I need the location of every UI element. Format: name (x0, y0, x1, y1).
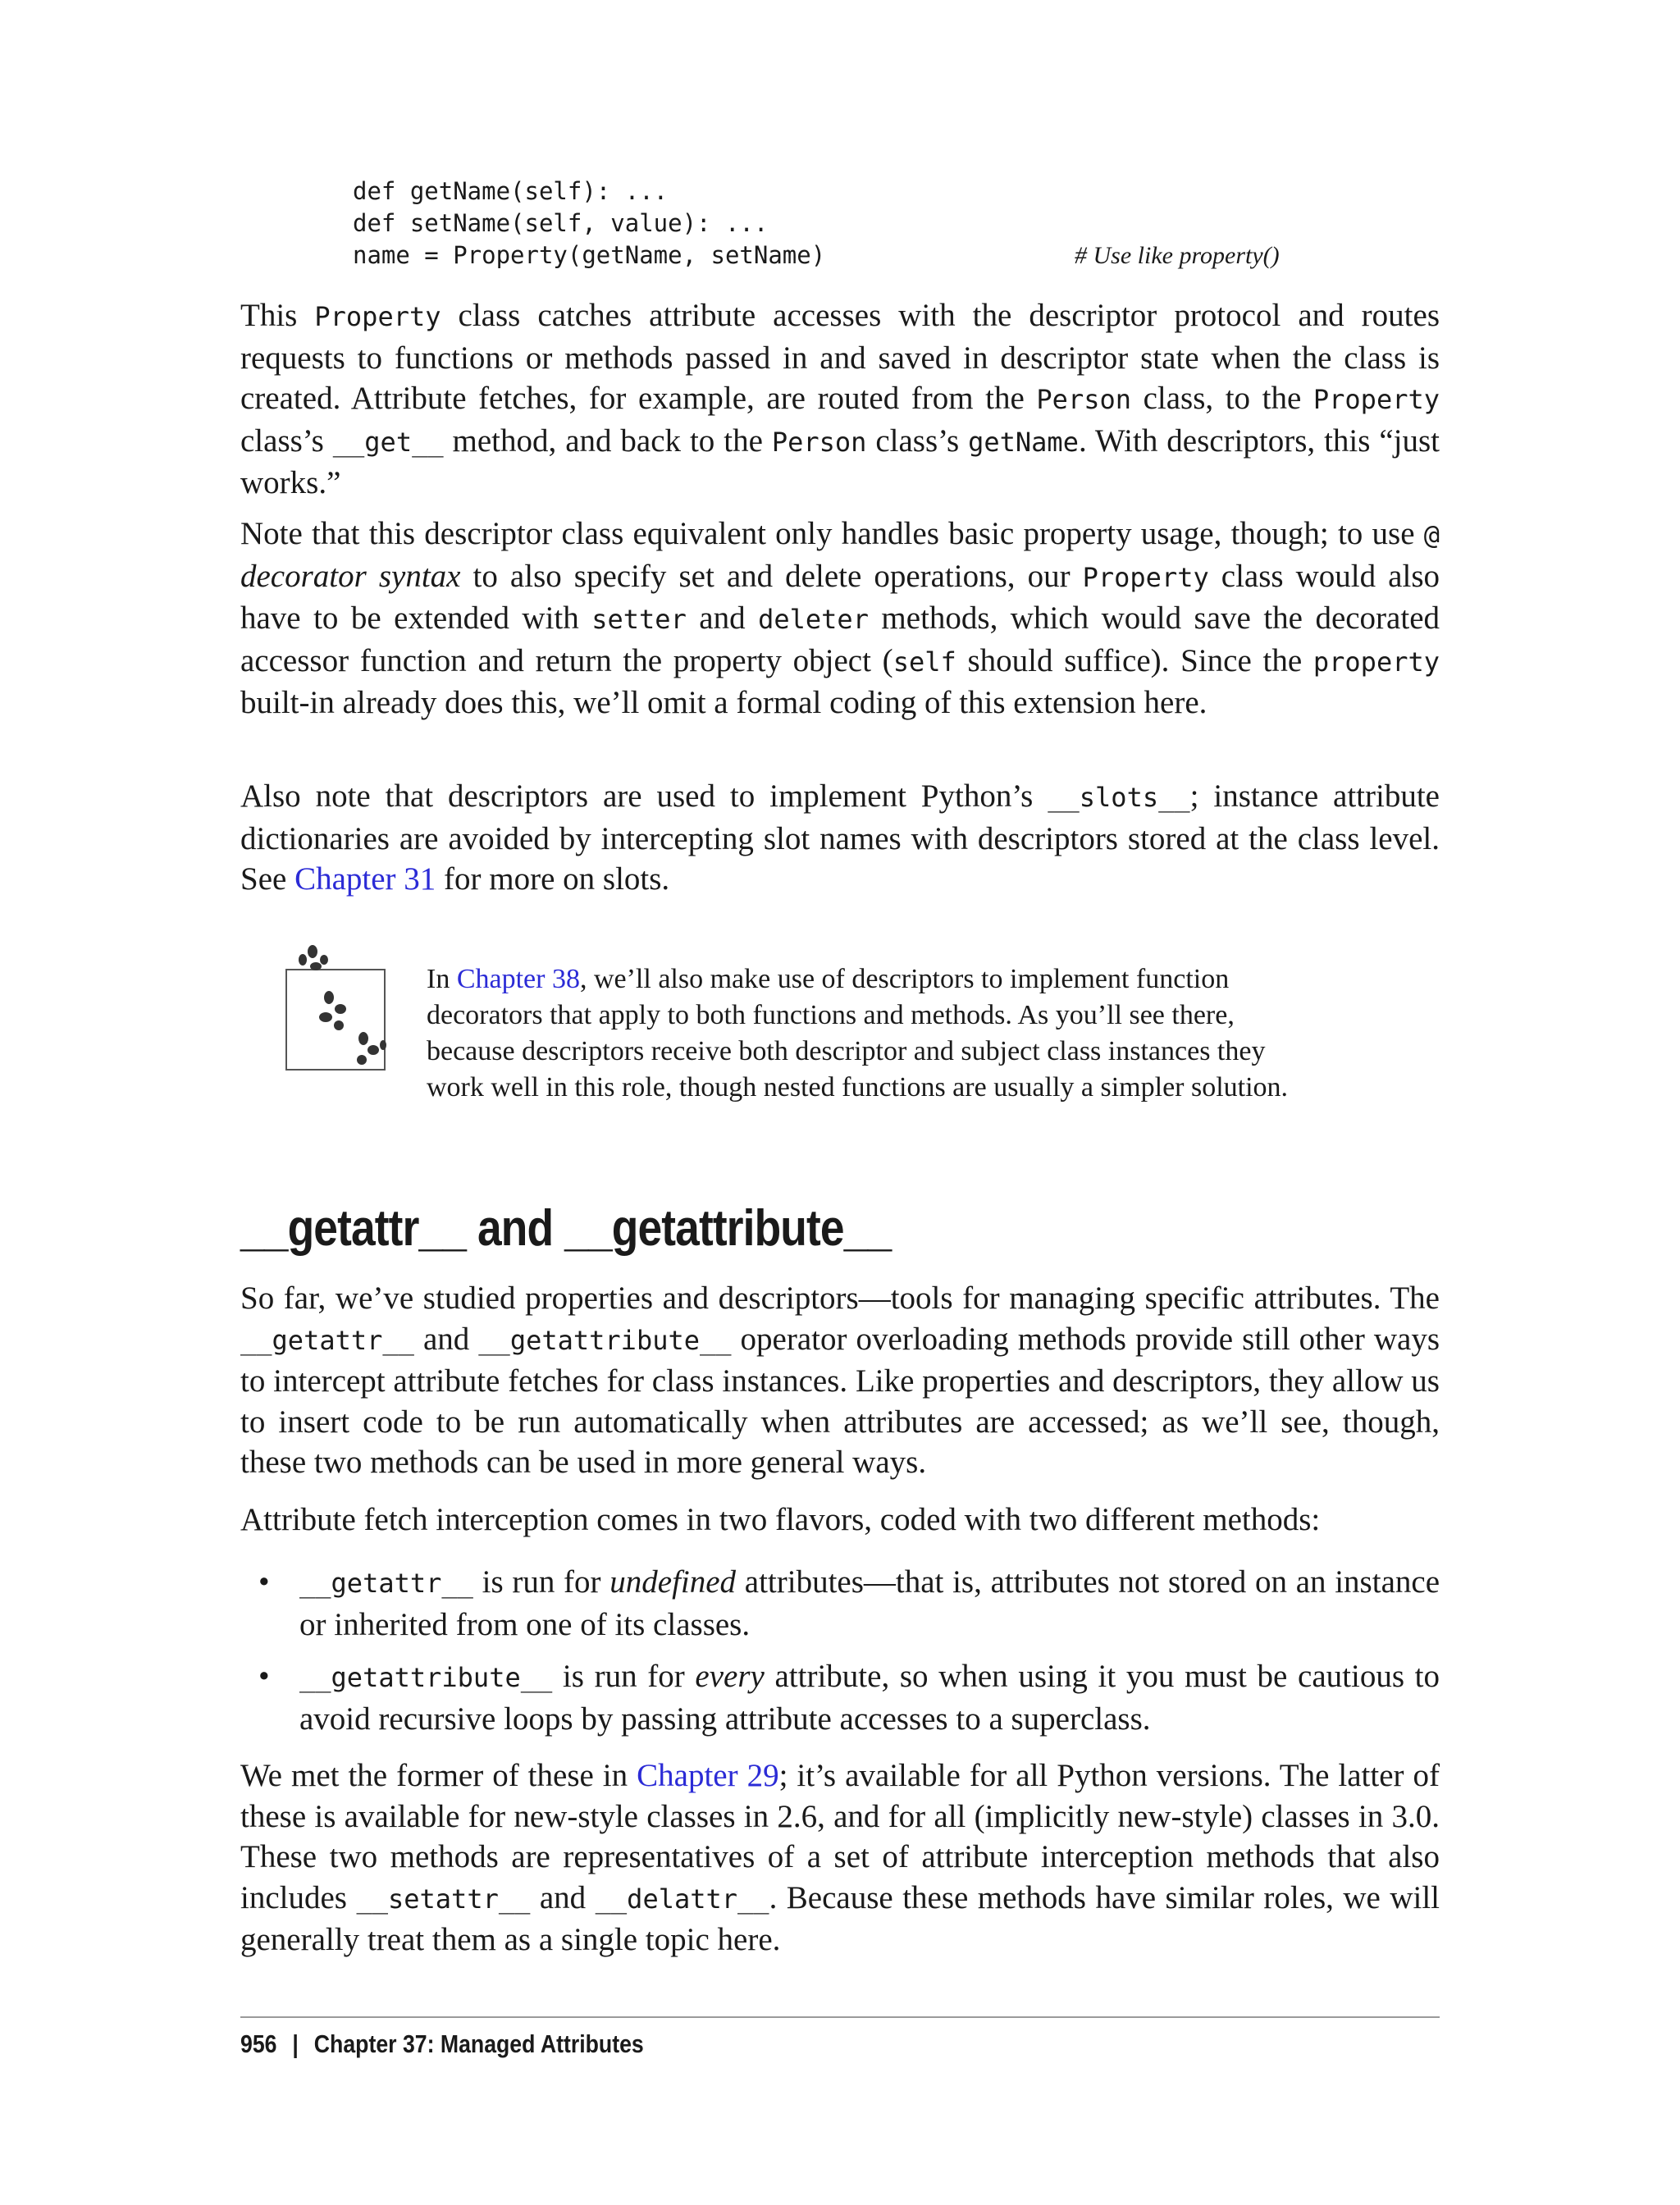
paragraph-slots (240, 776, 1440, 900)
bullet-icon: • (258, 1659, 270, 1695)
code-line-with-comment (353, 240, 1337, 272)
text: method, and back to the (443, 422, 772, 459)
italic-text: undefined (609, 1564, 737, 1600)
inline-code: Property (1082, 561, 1209, 593)
chapter-38-link[interactable]: Chapter 38 (456, 964, 580, 994)
text: attributes—that is, attributes not stored on an instance or inherited from one of its classes. (299, 1564, 1440, 1642)
text: ; it’s available for all Python versions. The latter of these is available for new-style classes in 2.6, and for all (implicitly new-style) classes in 3.0. These two methods are representatives of a set of attribute interception methods that also includes (240, 1758, 1440, 1915)
code-line: def getName(self): ... (353, 177, 669, 205)
paragraph-descriptor-equivalent (240, 514, 1440, 724)
list-item (240, 1562, 1440, 1645)
inline-code: __setattr__ (356, 1883, 531, 1915)
inline-code: __getattribute__ (299, 1662, 553, 1694)
text: built-in already does this, we’ll omit a formal coding of this extension here. (240, 685, 1208, 721)
text: This (240, 298, 315, 333)
text: and (686, 600, 759, 637)
inline-code: property (1312, 646, 1440, 678)
text: In (427, 964, 457, 994)
page-number: 956 (240, 2029, 277, 2058)
inline-code: __getattribute__ (478, 1324, 732, 1356)
text: So far, we’ve studied properties and descriptors—tools for managing specific attributes. The (240, 1281, 1440, 1316)
chapter-31-link[interactable]: Chapter 31 (294, 861, 436, 897)
text: methods, which would save the decorated accessor function and return the property object ( (240, 600, 1440, 678)
bullet-icon: • (258, 1564, 270, 1600)
page-footer (240, 2026, 644, 2062)
text: class’s (866, 422, 969, 459)
section-heading: __getattr__ and __getattribute__ (240, 1200, 892, 1257)
inline-code: __get__ (332, 426, 444, 458)
paragraph-former-latter (240, 1755, 1440, 1961)
inline-code: __getattr__ (299, 1568, 473, 1599)
text: . With descriptors, this “just works.” (240, 422, 1440, 501)
text: . Because these methods have similar roles, we will generally treat them as a single topic here. (240, 1879, 1440, 1958)
inline-code: Property (1312, 384, 1440, 416)
inline-code: __getattr__ (240, 1324, 414, 1356)
italic-text: decorator syntax (240, 558, 461, 594)
text: class would also have to be extended with (240, 558, 1440, 637)
code-comment: # Use like property() (1075, 242, 1280, 269)
text: ; instance attribute dictionaries are avoided by intercepting slot names with descriptors stored at the class level. See (240, 778, 1440, 897)
text: Also note that descriptors are used to implement Python’s (240, 778, 1048, 814)
code-line: def setName(self, value): ... (353, 209, 769, 237)
text: for more on slots. (436, 861, 670, 897)
text: , we’ll also make use of descriptors to implement function decorators that apply to both functions and methods. As you’ll see there, because descriptors receive both descriptor and subject class instances they work well in this role, though nested functions are usually a simpler solution. (427, 964, 1289, 1102)
paragraph-so-far (240, 1278, 1440, 1483)
text: class, to the (1131, 381, 1313, 417)
text: and (413, 1321, 479, 1357)
footer-separator: | (292, 2029, 299, 2058)
text: attribute, so when using it you must be cautious to avoid recursive loops by passing attribute accesses to a superclass. (299, 1659, 1440, 1737)
bullet-list (240, 1562, 1440, 1751)
text: is run for (552, 1659, 696, 1695)
text: We met the former of these in (240, 1758, 637, 1793)
code-block (353, 176, 1337, 272)
text: Note that this descriptor class equivalent only handles basic property usage, though; to use (240, 516, 1424, 551)
note-text (427, 961, 1299, 1106)
code-text: name = Property(getName, setName) (353, 241, 826, 269)
text: is run for (472, 1564, 610, 1600)
text: and (530, 1879, 596, 1915)
inline-code: setter (591, 604, 687, 636)
raccoon-tracks-note-icon (283, 940, 388, 1071)
footer-divider (240, 2016, 1440, 2018)
list-item (240, 1656, 1440, 1739)
italic-text: every (695, 1659, 765, 1695)
paragraph-fetch-interception: Attribute fetch interception comes in two flavors, coded with two different methods: (240, 1502, 1321, 1537)
inline-code: Person (771, 426, 867, 458)
inline-code: Property (314, 301, 441, 332)
chapter-29-link[interactable]: Chapter 29 (637, 1758, 779, 1793)
inline-code: Person (1036, 384, 1131, 416)
text: class’s (240, 422, 333, 459)
text: should suffice). Since the (956, 642, 1313, 678)
inline-code: deleter (758, 604, 869, 636)
text: to also specify set and delete operations, our (460, 558, 1083, 594)
inline-code: self (892, 646, 956, 678)
inline-code: getName (968, 426, 1079, 458)
footer-chapter-title: Chapter 37: Managed Attributes (313, 2029, 644, 2058)
paragraph-property-class (240, 295, 1440, 504)
inline-code: __slots__ (1048, 782, 1190, 813)
text: class catches attribute accesses with the descriptor protocol and routes requests to functions or methods passed in and saved in descriptor state when the class is created. Attribute fetches, for example, are routed from the (240, 298, 1440, 417)
text: operator overloading methods provide still other ways to intercept attribute fetches for class instances. Like properties and descriptors, they allow us to insert code to be run automatically when attributes are accessed; as we’ll see, though, these two methods can be used in more general ways. (240, 1321, 1440, 1481)
inline-code: @ (1423, 519, 1440, 550)
inline-code: __delattr__ (595, 1883, 769, 1915)
